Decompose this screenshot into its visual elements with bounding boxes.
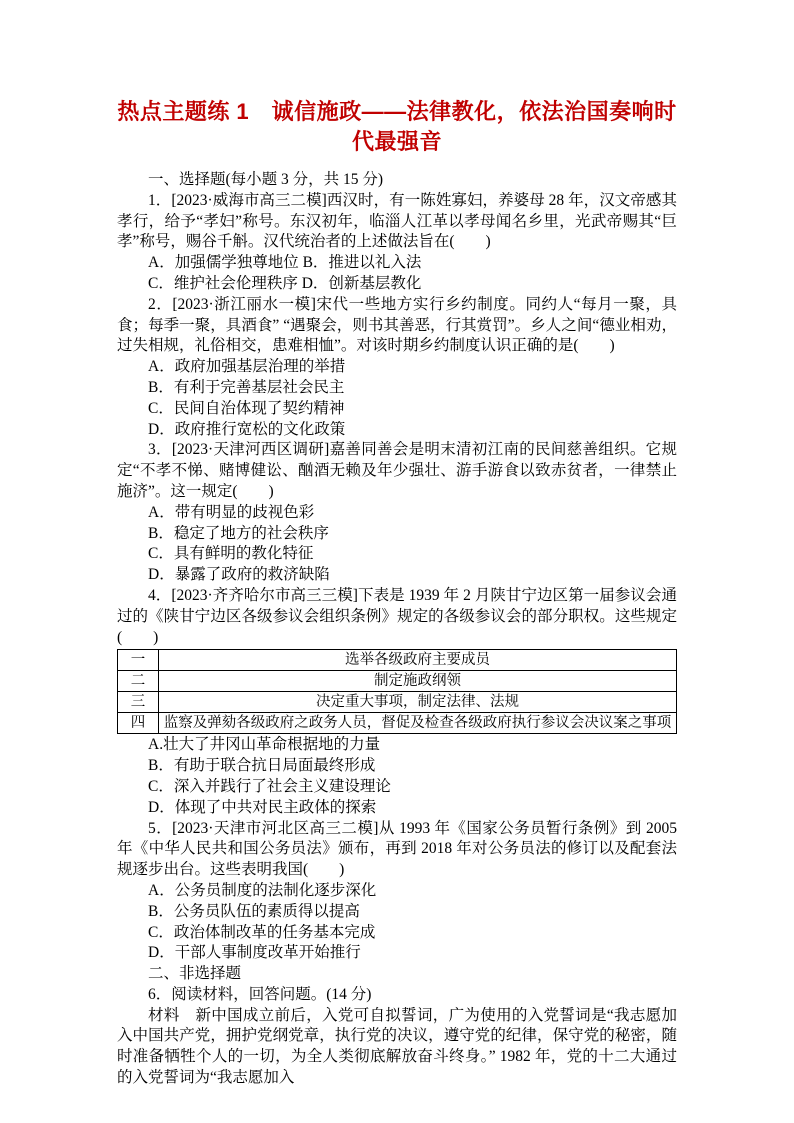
question-2-option-d: D．政府推行宽松的文化政策 [148,420,346,438]
row-power: 制定施政纲领 [159,671,677,692]
row-number: 三 [118,692,159,713]
question-3-option-d: D．暴露了政府的救济缺陷 [148,566,330,584]
section-two-heading: 二、非选择题 [148,965,242,983]
question-4-option-d: D．体现了中共对民主政体的探索 [148,798,377,816]
row-number: 一 [118,650,159,671]
question-5-option-b: B．公务员队伍的素质得以提高 [148,902,360,920]
question-4-option-a: A.壮大了井冈山革命根据地的力量 [148,736,381,754]
table-row [118,713,677,734]
question-4-stem: 4．[2023·齐齐哈尔市高三三模]下表是 1939 年 2 月陕甘宁边区第一届参议会通过的《陕甘宁边区各级参议会组织条例》规定的各级参议会的部分职权。这些规定( ) [117,586,677,646]
row-number: 二 [118,671,159,692]
question-6-intro: 6．阅读材料，回答问题。(14 分) [148,985,372,1003]
question-2-option-b: B．有利于完善基层社会民主 [148,378,345,396]
question-4-option-c: C．深入并践行了社会主义建设理论 [148,777,391,795]
page-title: 热点主题练 1 诚信施政——法律教化，依法治国奏响时代最强音 [117,99,677,154]
section-one-heading: 一、选择题(每小题 3 分，共 15 分) [148,171,384,188]
row-power: 监察及弹劾各级政府之政务人员，督促及检查各级政府执行参议会决议案之事项 [159,713,677,734]
question-2-option-a: A．政府加强基层治理的举措 [148,358,346,376]
page-content [117,97,677,1089]
q4-powers-table [117,649,677,734]
row-power: 决定重大事项，制定法律、法规 [159,692,677,713]
question-5-stem: 5．[2023·天津市河北区高三二模]从 1993 年《国家公务员暂行条例》到 2005 年《中华人民共和国公务员法》颁布，再到 2018 年对公务员法的修订以及配套法规逐步出台。这些表明我国( ) [117,819,677,879]
question-3-option-a: A．带有明显的歧视色彩 [148,503,315,521]
question-4-option-b: B．有助于联合抗日局面最终形成 [148,757,376,775]
question-2-option-c: C．民间自治体现了契约精神 [148,399,345,417]
table-row [118,671,677,692]
table-row [118,650,677,671]
row-number: 四 [118,713,159,734]
question-1-stem: 1．[2023·威海市高三二模]西汉时，有一陈姓寡妇，养婆母 28 年，汉文帝感其孝行，给予“孝妇”称号。东汉初年，临淄人江革以孝母闻名乡里，光武帝赐其“巨孝”称号，赐谷千斛。汉代统治者的上述做法旨在( ) [117,191,677,251]
question-6-material: 材料 新中国成立前后，入党可自拟誓词，广为使用的入党誓词是“我志愿加入中国共产党，拥护党纲党章，执行党的决议，遵守党的纪律，保守党的秘密，随时准备牺牲个人的一切，为全人类彻底解放奋斗终身。” 1982 年，党的十二大通过的入党誓词为“我志愿加入 [117,1006,677,1087]
question-5-option-a: A．公务员制度的法制化逐步深化 [148,881,377,899]
question-3-option-b: B．稳定了地方的社会秩序 [148,524,329,542]
question-3-option-c: C．具有鲜明的教化特征 [148,545,314,563]
question-1-options-ab: A．加强儒学独尊地位 B．推进以礼入法 [148,254,422,272]
question-5-option-c: C．政治体制改革的任务基本完成 [148,923,376,941]
question-2-stem: 2．[2023·浙江丽水一模]宋代一些地方实行乡约制度。同约人“每月一聚，具食；每季一聚，具酒食” “遇聚会，则书其善恶，行其赏罚”。乡人之间“德业相劝，过失相规，礼俗相交，患难相恤”。对该时期乡约制度认识正确的是( ) [117,295,677,355]
row-power: 选举各级政府主要成员 [159,650,677,671]
question-5-option-d: D．干部人事制度改革开始推行 [148,944,361,962]
question-3-stem: 3．[2023·天津河西区调研]嘉善同善会是明末清初江南的民间慈善组织。它规定“不孝不悌、赌博健讼、酗酒无赖及年少强壮、游手游食以致赤贫者，一律禁止施济”。这一规定( ) [117,441,677,500]
question-1-options-cd: C．维护社会伦理秩序 D．创新基层教化 [148,274,422,292]
table-row [118,692,677,713]
